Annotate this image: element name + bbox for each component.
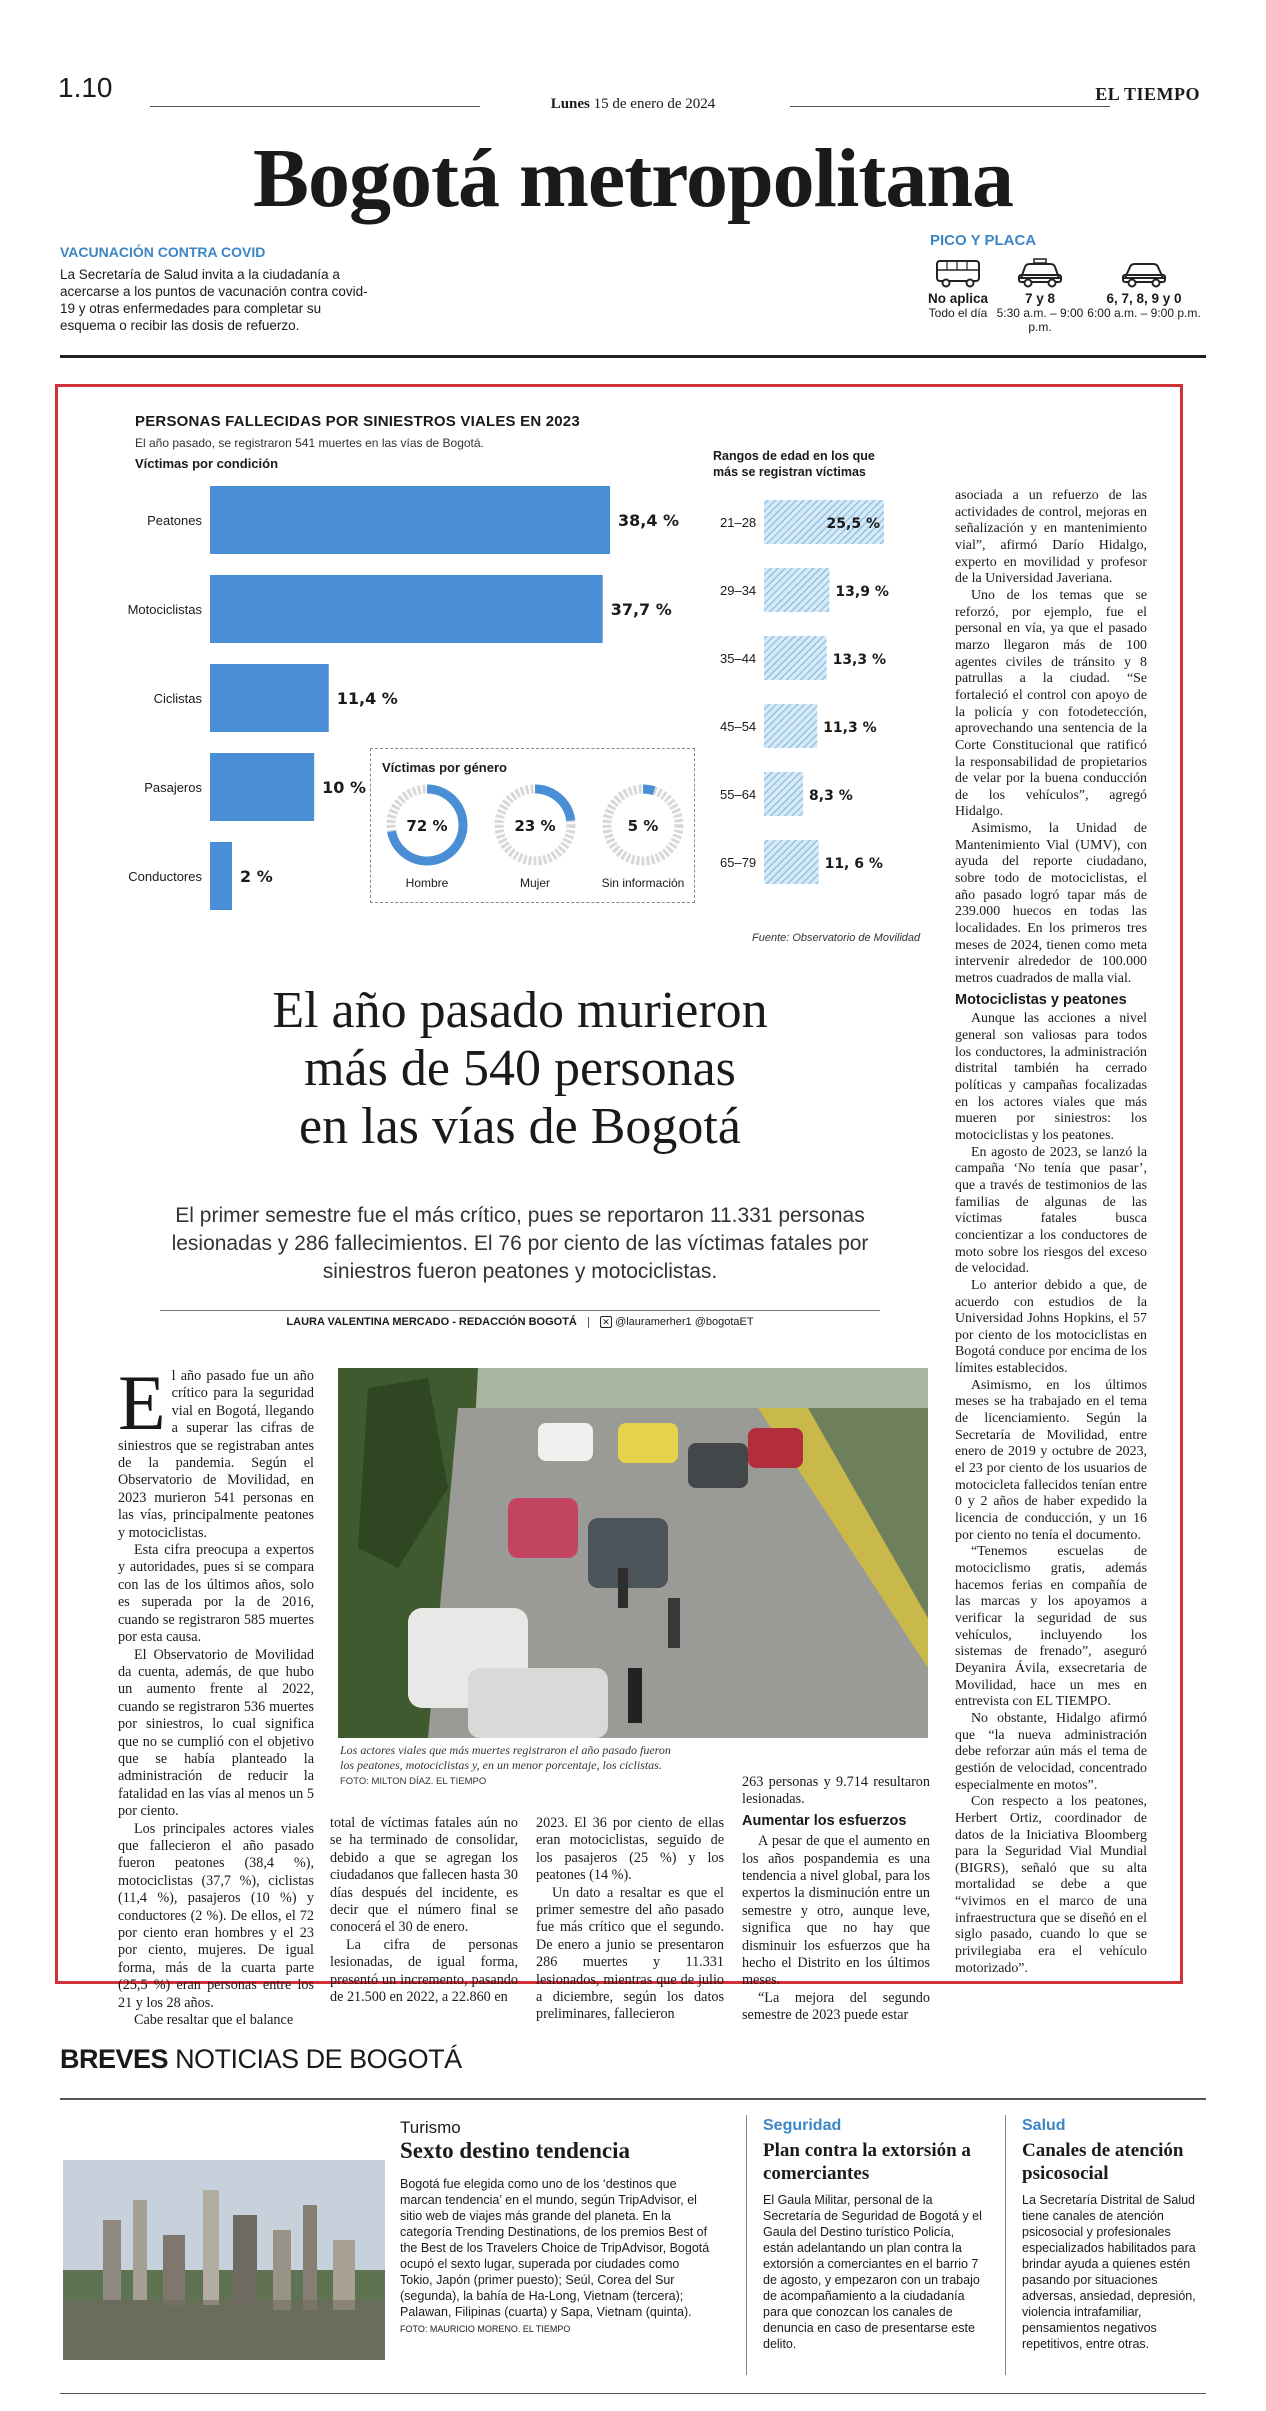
header-date-rest: 15 de enero de 2024 <box>593 96 716 112</box>
header-rule-right <box>790 106 1110 107</box>
bar-value-label: 10 % <box>322 778 367 797</box>
article-paragraph: El Observatorio de Movilidad da cuenta, además, de que hubo un aumento frente al 2022, cuando se registraron 536 muertes por siniestros, lo cual significa que no se cumplió con el objetivo que se había planteado la administración de reducir la fatalidad en las vías al menos un 5 por ciento. <box>118 1646 314 1820</box>
turismo-text <box>400 2176 714 2337</box>
breves-divider <box>1005 2115 1006 2375</box>
article-paragraph: “Tenemos escuelas de motociclismo gratis, además hacemos ferias en compañía de las marcas y los apoyamos a verificar la seguridad de sus vehículos, incluyendo los sistemas de frenado”, aseguró Deyanira Ávila, exsecretaria de Movilidad, hace un mes en entrevista con EL TIEMPO. <box>955 1544 1147 1710</box>
article-paragraph: Asimismo, en los últimos meses se ha trabajado en el tema de licenciamiento. Según la Secretaría de Movilidad, entre enero de 2019 y octubre de 2023, el 23 por ciento de los usuarios de motocicleta fallecidos tenían entre 0 y 2 años de haber expedido la licencia de conducción, y un 16 por ciento no tenía el documento. <box>955 1377 1147 1543</box>
age-bar <box>764 772 803 816</box>
bar-ciclistas <box>210 664 329 732</box>
pico-placa-item <box>1084 258 1204 320</box>
header-bottom-rule <box>60 355 1206 358</box>
donut-category-label: Hombre <box>405 876 449 890</box>
bar-pasajeros <box>210 753 314 821</box>
vaccination-title: VACUNACIÓN CONTRA COVID <box>60 244 266 260</box>
age-bar-chart <box>700 490 930 920</box>
age-value-label: 11, 6 % <box>824 856 883 872</box>
age-category-label: 65–79 <box>720 855 757 870</box>
drop-cap: E <box>118 1359 166 1446</box>
article-paragraph: No obstante, Hidalgo afirmó que “la nueva administración debe reforzar aún más el tema de gestión de velocidad, concentrado especialmente en motos”. <box>955 1710 1147 1793</box>
bar-conductores <box>210 842 232 910</box>
seguridad-headline: Plan contra la extorsión a comerciantes <box>763 2140 971 2184</box>
salud-headline: Canales de atención psicosocial <box>1022 2140 1184 2184</box>
age-value-label: 25,5 % <box>826 516 880 532</box>
car-icon <box>1121 258 1167 288</box>
page-number: 1.10 <box>58 72 113 103</box>
pico-placa-label: 7 y 8 <box>1024 291 1056 306</box>
headline-line: El año pasado murieron <box>272 982 768 1039</box>
age-value-label: 11,3 % <box>823 720 877 736</box>
article-paragraph: l año pasado fue un año crítico para la seguridad vial en Bogotá, llegando a superar las cifras de siniestros que se registraban antes de la pandemia. Según el Observatorio de Movilidad, en 2023 murieron 541 personas en las vías, principalmente peatones y motociclistas. <box>118 1368 314 1541</box>
byline-author: LAURA VALENTINA MERCADO - REDACCIÓN BOGOTÁ <box>286 1316 577 1328</box>
x-social-icon[interactable]: ✕ <box>600 1316 612 1328</box>
breves-title-rest: NOTICIAS DE BOGOTÁ <box>175 2044 462 2074</box>
seguridad-kicker: Seguridad <box>763 2117 842 2134</box>
chart-subtitle: El año pasado, se registraron 541 muertes en las vías de Bogotá. <box>135 436 484 450</box>
article-paragraph: Un dato a resaltar es que el primer semestre del año pasado fue más crítico que el segundo. De enero a junio se presentaron 286 muertes y 11.331 lesionados, mientras que de julio a diciembre, según los datos preliminares, fallecieron <box>536 1884 724 2023</box>
article-column-3 <box>536 1815 724 2024</box>
caption-text: Los actores viales que más muertes registraron el año pasado fueron los peatones, motociclistas y, en un menor porcentaje, los ciclistas. <box>340 1743 671 1772</box>
chart-source: Fuente: Observatorio de Movilidad <box>752 932 921 944</box>
bar-value-label: 11,4 % <box>336 689 398 708</box>
breves-title <box>60 2044 462 2075</box>
donut-category-label: Sin información <box>601 876 685 890</box>
bar-peatones <box>210 486 610 554</box>
salud-kicker: Salud <box>1022 2117 1066 2134</box>
victims-by-condition-label: Víctimas por condición <box>135 456 279 471</box>
breves-rule <box>60 2098 1206 2100</box>
gender-donut-chart <box>372 780 692 902</box>
bogota-skyline-photo <box>63 2160 385 2360</box>
subheading: Motociclistas y peatones <box>955 991 1127 1008</box>
pico-placa-sub: 5:30 a.m. – 9:00 p.m. <box>996 306 1084 334</box>
breves-divider <box>746 2115 747 2375</box>
bar-motociclistas <box>210 575 603 643</box>
pico-placa-label: 6, 7, 8, 9 y 0 <box>1106 291 1182 306</box>
article-column-1 <box>118 1359 314 2029</box>
pico-placa-sub: 6:00 a.m. – 9:00 p.m. <box>1087 306 1201 320</box>
turismo-credit: FOTO: MAURICIO MORENO. EL TIEMPO <box>400 2324 571 2334</box>
article-headline <box>130 982 910 1156</box>
article-paragraph: Lo anterior debido a que, de acuerdo con estudios de la Universidad Johns Hopkins, el 57 por ciento de los motociclistas en Bogotá conduce por encima de los límites establecidos. <box>955 1277 1147 1377</box>
article-column-5 <box>955 488 1147 1977</box>
headline-line: más de 540 personas <box>304 1040 736 1097</box>
header-date-day: Lunes <box>550 96 590 112</box>
article-paragraph: La cifra de personas lesionadas, de igual forma, presentó un incremento, pasando de 21.500 en 2022, a 22.860 en <box>330 1936 518 2006</box>
header-date <box>0 96 1266 113</box>
byline-rule <box>160 1310 880 1311</box>
article-paragraph: 263 personas y 9.714 resultaron lesionadas. <box>742 1774 930 1808</box>
age-bar <box>764 568 829 612</box>
article-paragraph: Esta cifra preocupa a expertos y autoridades, pues si se compara con las de los últimos años, solo es superada por la de 2016, cuando se registraron 585 muertes por esta causa. <box>118 1542 314 1646</box>
age-value-label: 13,3 % <box>832 652 887 668</box>
age-value-label: 8,3 % <box>809 788 853 804</box>
salud-text: La Secretaría Distrital de Salud tiene canales de atención psicosocial y profesionales especializados habilitados para brindar ayuda a quienes estén pasando por situaciones adversas, ansiedad, depresión, violencia intrafamiliar, pensamientos negativos repetitivos, entre otras. <box>1022 2193 1196 2351</box>
age-bar <box>764 840 819 884</box>
byline-social[interactable]: @lauramerher1 @bogotaET <box>615 1316 754 1328</box>
breves-title-bold: BREVES <box>60 2044 169 2074</box>
headline-line: en las vías de Bogotá <box>299 1098 741 1155</box>
turismo-kicker: Turismo <box>400 2118 461 2137</box>
vaccination-text: La Secretaría de Salud invita a la ciudadanía a acercarse a los puntos de vacunación contra covid-19 y otras enfermedades para completar su esquema o recibir las dosis de refuerzo. <box>60 267 368 333</box>
traffic-photo <box>338 1368 928 1738</box>
pico-placa-item <box>990 258 1090 334</box>
age-value-label: 13,9 % <box>835 584 889 600</box>
section-title: Bogotá metropolitana <box>252 132 1014 225</box>
article-paragraph: Aunque las acciones a nivel general son valiosas para todos los conductores, la administración distrital también ha cerrado políticas y campañas focalizadas en los actores viales que más mueren por siniestros: los motociclistas y los peatones. <box>955 1011 1147 1143</box>
pico-placa-title: PICO Y PLACA <box>930 232 1037 249</box>
age-bar <box>764 636 827 680</box>
bus-icon <box>935 258 981 288</box>
turismo-headline: Sexto destino tendencia <box>400 2138 630 2163</box>
photo-caption <box>340 1743 680 1789</box>
chart-title: PERSONAS FALLECIDAS POR SINIESTROS VIALES EN 2023 <box>135 413 580 430</box>
age-category-label: 29–34 <box>720 583 757 598</box>
bar-category-label: Ciclistas <box>153 691 202 706</box>
article-paragraph: 2023. El 36 por ciento de ellas eran motociclistas, seguido de los pasajeros (25 %) y los peatones (14 %). <box>536 1815 724 1884</box>
donut-value-label: 5 % <box>627 817 659 835</box>
bar-category-label: Peatones <box>147 513 202 528</box>
article-paragraph: En agosto de 2023, se lanzó la campaña ‘No tenía que pasar’, que a través de testimonios de las familias de algunas de las víctimas fatales busca concientizar a los conductores de moto sobre los riesgos del exceso de velocidad. <box>955 1144 1147 1277</box>
bar-category-label: Conductores <box>128 869 202 884</box>
article-column-4 <box>742 1774 930 2025</box>
bar-value-label: 2 % <box>240 867 273 886</box>
article-paragraph: Con respecto a los peatones, Herbert Ortiz, coordinador de datos de la Iniciativa Bloomberg para la Seguridad Vial Mundial (BIGRS), señaló que su alta mortalidad se debe a que “vivimos en el marco de una infraestructura que se diseñó en el siglo pasado, cuando lo que se privilegiaba era el vehículo motorizado”. <box>955 1794 1147 1976</box>
article-paragraph: Uno de los temas que se reforzó, por ejemplo, fue el personal en vía, ya que el pasado marzo llegaron más de 100 agentes civiles de tránsito y 8 patrullas a la ciudad. “Se fortaleció el control con apoyo de la policía y con fotodetección, aprovechando una sentencia de la Corte Constitucional que ratificó la responsabilidad de propietarios de velar por la buena conducción de los vehículos”, agregó Hidalgo. <box>955 587 1147 820</box>
age-category-label: 55–64 <box>720 787 757 802</box>
taxi-icon <box>1017 258 1063 288</box>
article-paragraph: asociada a un refuerzo de las actividades de control, mejoras en señalización y en mantenimiento vial”, afirmó Darío Hidalgo, experto en movilidad y profesor de la Universidad Javeriana. <box>955 488 1147 587</box>
bar-category-label: Pasajeros <box>144 780 202 795</box>
article-paragraph: Los principales actores viales que fallecieron el año pasado fueron peatones (38,4 %), motociclistas (37,7 %), ciclistas (11,4 %), pasajeros (10 %) y conductores (2 %). De ellos, el 72 por ciento eran hombres y el 23 por ciento, mujeres. De igual forma, más de la cuarta parte (25,5 %) eran personas entre los 21 y los 28 años. <box>118 1820 314 2011</box>
donut-value-label: 72 % <box>406 817 448 835</box>
seguridad-text: El Gaula Militar, personal de la Secretaría de Seguridad de Bogotá y el Gaula del Destino turístico Policía, están adelantando un plan contra la extorsión a comerciantes en el barrio 7 de agosto, y empezaron con un trabajo de acompañamiento a la ciudadanía para que conozcan los canales de denuncia en caso de presentarse este delito. <box>763 2193 982 2351</box>
age-range-title: Rangos de edad en los que más se registran víctimas <box>713 449 875 479</box>
article-paragraph: Asimismo, la Unidad de Mantenimiento Vial (UMV), con ayuda del reporte ciudadano, sobre todo de motociclistas, el año pasado logró tapar más de 239.000 huecos en todas las localidades. En los primeros tres meses de 2024, tienen como meta intervenir alrededor de 100.000 metros cuadrados de malla vial. <box>955 821 1147 987</box>
byline-divider <box>588 1317 589 1328</box>
byline <box>160 1316 880 1328</box>
article-paragraph: total de víctimas fatales aún no se ha terminado de consolidar, debido a que se agregan los ciudadanos que fallecen hasta 30 días después del incidente, es decir que el número final se conocerá el 30 de enero. <box>330 1815 518 1936</box>
donut-value-label: 23 % <box>514 817 556 835</box>
newspaper-logo: EL TIEMPO <box>1095 84 1200 104</box>
article-paragraph: Cabe resaltar que el balance <box>134 2012 294 2029</box>
age-bar <box>764 704 817 748</box>
pico-placa-sub: Todo el día <box>928 306 988 320</box>
caption-credit: FOTO: MILTON DÍAZ. EL TIEMPO <box>340 1776 487 1787</box>
article-dek: El primer semestre fue el más crítico, pues se reportaron 11.331 personas lesionadas y 286 fallecimientos. El 76 por ciento de las víctimas fatales por siniestros fueron peatones y motociclistas. <box>171 1204 869 1283</box>
donut-category-label: Mujer <box>519 876 551 890</box>
bar-value-label: 37,7 % <box>610 600 672 619</box>
bar-category-label: Motociclistas <box>127 602 202 617</box>
age-category-label: 45–54 <box>720 719 757 734</box>
bar-value-label: 38,4 % <box>618 511 680 530</box>
subheading: Aumentar los esfuerzos <box>742 1812 907 1829</box>
article-paragraph: “La mejora del segundo semestre de 2023 puede estar <box>742 1989 930 2024</box>
gender-title: Víctimas por género <box>382 760 507 775</box>
footer-rule <box>60 2393 1206 2394</box>
age-category-label: 21–28 <box>720 515 757 530</box>
article-paragraph: A pesar de que el aumento en los años pospandemia es una tendencia a nivel global, para los expertos la disminución entre un semestre y otro, aunque leve, significa que no hay que disminuir los esfuerzos que ha hecho el Distrito en los últimos meses. <box>742 1833 930 1989</box>
age-category-label: 35–44 <box>720 651 757 666</box>
pico-placa-label: No aplica <box>927 291 989 306</box>
article-column-2 <box>330 1815 518 2006</box>
turismo-body: Bogotá fue elegida como uno de los ‘destinos que marcan tendencia’ en el mundo, según TripAdvisor, el sitio web de viajes más grande del planeta. En la categoría Trending Destinations, de los premios Best of the Best de los Travelers Choice de TripAdvisor, Bogotá ocupó el sexto lugar, superada por ciudades como Tokio, Japón (primer puesto); Seúl, Corea del Sur (segunda), la bahía de Ha-Long, Vietnam (tercera); Palawan, Filipinas (cuarta) y Sapa, Vietnam (quinta). <box>400 2177 710 2319</box>
